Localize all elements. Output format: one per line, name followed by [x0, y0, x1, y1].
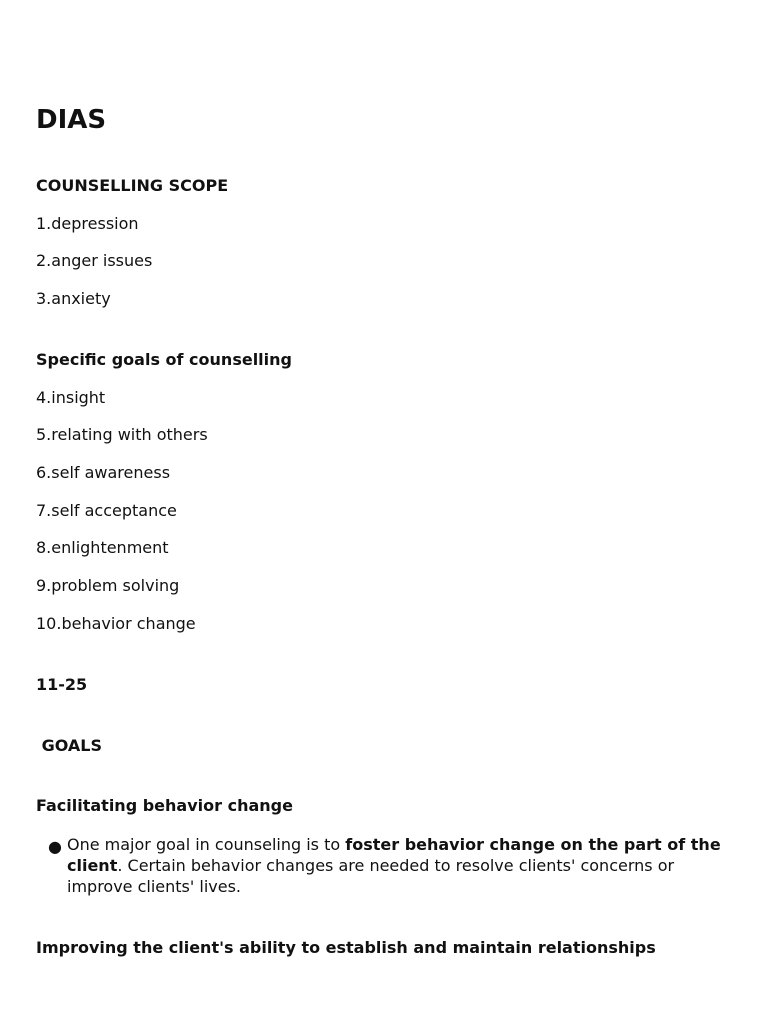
goal-item: 7.self acceptance	[36, 501, 177, 520]
goal-item: 5.relating with others	[36, 425, 208, 444]
range-label: 11-25	[36, 675, 88, 694]
scope-item: 3.anxiety	[36, 289, 111, 308]
section-heading-behavior-change: Facilitating behavior change	[36, 796, 293, 815]
bullet-list-item	[36, 834, 726, 897]
goal-item: 10.behavior change	[36, 614, 196, 633]
bullet-text-after: . Certain behavior changes are needed to resolve clients' concerns or improve clients' lives.	[67, 856, 675, 896]
goal-item: 9.problem solving	[36, 576, 180, 595]
scope-item: 2.anger issues	[36, 251, 153, 270]
goals-heading: Specific goals of counselling	[36, 350, 292, 369]
bullet-text	[67, 834, 726, 897]
document-title: DIAS	[36, 105, 107, 135]
bullet-text-emphasis: foster behavior change on the part of the client	[67, 835, 721, 875]
goal-item: 8.enlightenment	[36, 538, 169, 557]
scope-heading: COUNSELLING SCOPE	[36, 176, 229, 195]
goal-item: 4.insight	[36, 388, 106, 407]
bullet-dot-icon: ●	[48, 837, 62, 856]
bullet-text-before: One major goal in counseling is to	[67, 835, 346, 854]
scope-item: 1.depression	[36, 214, 139, 233]
section-heading-relationships: Improving the client's ability to establish and maintain relationships	[36, 938, 656, 957]
goals-label: GOALS	[36, 736, 102, 755]
goal-item: 6.self awareness	[36, 463, 171, 482]
